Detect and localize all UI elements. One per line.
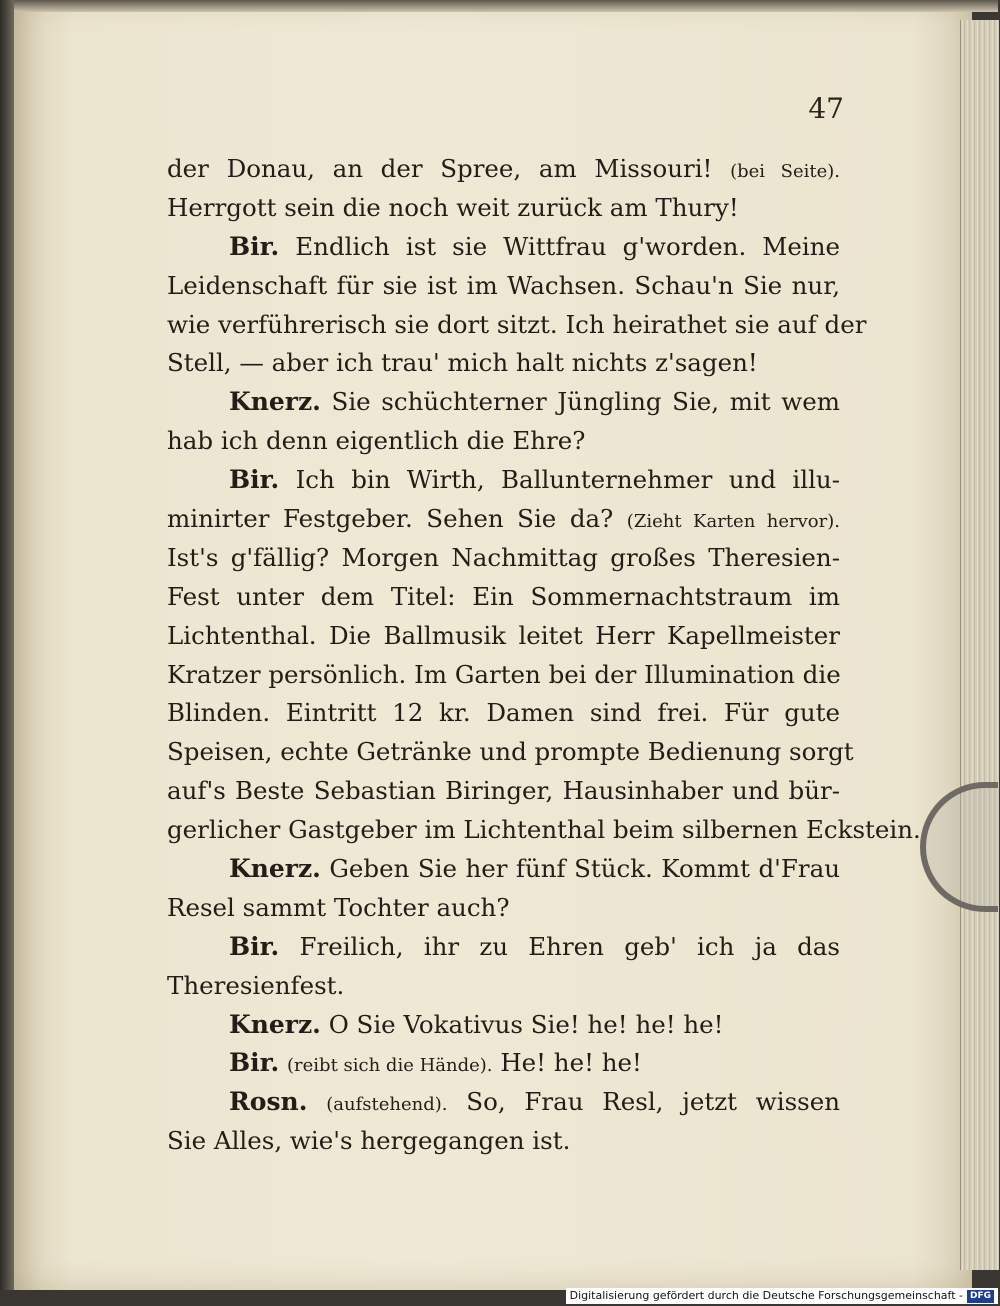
text-line: Sie Alles, wie's hergegangen ist.: [167, 1126, 571, 1156]
text-line: Knerz. O Sie Vokativus Sie! he! he! he!: [229, 1009, 724, 1039]
text-line: Kratzer persönlich. Im Garten bei der Illumination die: [167, 659, 841, 689]
text-line: Knerz. Geben Sie her fünf Stück. Kommt d'Frau: [229, 854, 840, 884]
dfg-logo-icon: DFG: [967, 1290, 994, 1303]
page-number: 47: [808, 92, 844, 125]
text-line: wie verführerisch sie dort sitzt. Ich heirathet sie auf der: [167, 309, 867, 339]
page-stack-edges: [960, 20, 999, 1270]
speaker-name: Rosn.: [229, 1087, 308, 1117]
text-line: Rosn. (aufstehend). So, Frau Resl, jetzt wissen: [229, 1087, 840, 1117]
text-line: Resel sammt Tochter auch?: [167, 892, 510, 922]
text-line: Bir. Freilich, ihr zu Ehren geb' ich ja das: [229, 931, 840, 961]
stage-direction: (reibt sich die Hände).: [287, 1055, 493, 1077]
speaker-name: Knerz.: [229, 1009, 321, 1039]
text-line: Bir. Ich bin Wirth, Ballunternehmer und illu-: [229, 465, 840, 495]
page-text: [167, 150, 921, 1161]
speaker-name: Knerz.: [229, 387, 321, 417]
text-line: Speisen, echte Getränke und prompte Bedienung sorgt: [167, 737, 854, 767]
speaker-name: Knerz.: [229, 854, 321, 884]
text-line: Fest unter dem Titel: Ein Sommernachtstraum im: [167, 581, 840, 611]
text-line: auf's Beste Sebastian Biringer, Hausinhaber und bür-: [167, 776, 840, 806]
page-top-edge: [14, 0, 998, 12]
text-line: Leidenschaft für sie ist im Wachsen. Schau'n Sie nur,: [167, 270, 840, 300]
text-line: minirter Festgeber. Sehen Sie da? (Zieht Karten hervor).: [167, 504, 840, 534]
text-line: Ist's g'fällig? Morgen Nachmittag großes Theresien-: [167, 542, 840, 572]
text-line: Lichtenthal. Die Ballmusik leitet Herr Kapellmeister: [167, 620, 840, 650]
stage-direction: (Zieht Karten hervor).: [626, 511, 840, 533]
text-line: Stell, — aber ich trau' mich halt nichts z'sagen!: [167, 348, 758, 378]
text-line: Herrgott sein die noch weit zurück am Thury!: [167, 192, 739, 222]
text-line: Bir. (reibt sich die Hände). He! he! he!: [229, 1048, 642, 1078]
speaker-name: Bir.: [229, 465, 280, 495]
text-line: Bir. Endlich ist sie Wittfrau g'worden. Meine: [229, 231, 840, 261]
digitization-credit: [566, 1288, 998, 1304]
speaker-name: Bir.: [229, 231, 280, 261]
text-line: der Donau, an der Spree, am Missouri! (bei Seite).: [167, 154, 840, 183]
speaker-name: Bir.: [229, 1048, 280, 1078]
text-line: Blinden. Eintritt 12 kr. Damen sind frei. Für gute: [167, 698, 840, 728]
text-line: hab ich denn eigentlich die Ehre?: [167, 426, 586, 456]
stage-direction: (bei Seite).: [730, 161, 840, 182]
text-line: Knerz. Sie schüchterner Jüngling Sie, mit wem: [229, 387, 840, 417]
stage-direction: (aufstehend).: [326, 1094, 448, 1116]
speaker-name: Bir.: [229, 931, 280, 961]
credit-text: Digitalisierung gefördert durch die Deutsche Forschungsgemeinschaft -: [569, 1289, 963, 1302]
text-line: gerlicher Gastgeber im Lichtenthal beim silbernen Eckstein.: [167, 815, 921, 845]
text-line: Theresienfest.: [167, 970, 345, 1000]
